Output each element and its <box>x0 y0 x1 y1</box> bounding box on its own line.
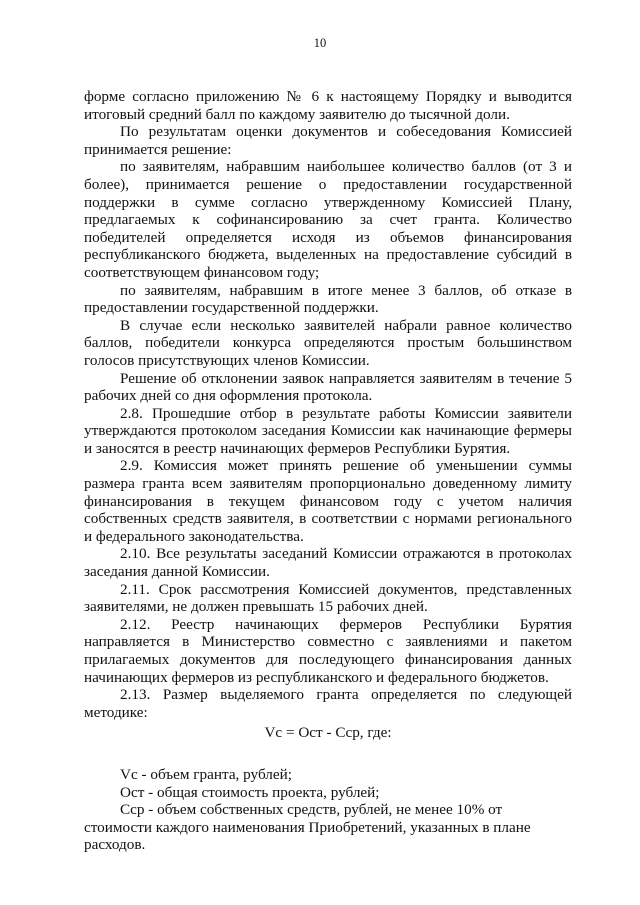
definition-ost: Ост - общая стоимость проекта, рублей; <box>120 783 380 801</box>
paragraph-2-11: 2.11. Срок рассмотрения Комиссией документов, представленных заявителями, не должен превышать 15 рабочих дней. <box>84 580 572 616</box>
paragraph: форме согласно приложению № 6 к настоящему Порядку и выводится итоговый средний балл по каждому заявителю до тысячной доли. <box>84 88 572 123</box>
paragraph-2-10: 2.10. Все результаты заседаний Комиссии отражаются в протоколах заседания данной Комиссии. <box>84 545 572 581</box>
definition-csr: Cсp - объем собственных средств, рублей, не менее 10% от <box>120 801 503 819</box>
definition-csr-continuation: стоимости каждого наименования Приобретений, указанных в плане расходов. <box>84 818 531 854</box>
paragraph: В случае если несколько заявителей набрали равное количество баллов, победители конкурса определяются простым большинством голосов присутствующих членов Комиссии. <box>84 316 572 369</box>
definition-vc: Vc - объем гранта, рублей; <box>120 765 292 783</box>
grant-formula: Vc = Ост - Cсp, где: <box>264 724 392 742</box>
paragraph-2-8: 2.8. Прошедшие отбор в результате работы Комиссии заявители утверждаются протоколом заседания Комиссии как начинающие фермеры и заносятся в реестр начинающих фермеров Республики Бурятия. <box>84 404 572 457</box>
paragraph: по заявителям, набравшим в итоге менее 3 баллов, об отказе в предоставлении государственной поддержки. <box>84 281 572 317</box>
document-body <box>84 88 572 854</box>
paragraph: Решение об отклонении заявок направляется заявителям в течение 5 рабочих дней со дня оформления протокола. <box>84 369 572 405</box>
paragraph-2-9: 2.9. Комиссия может принять решение об уменьшении суммы размера гранта всем заявителям пропорционально доведенному лимиту финансирования в текущем финансовом году с учетом наличия собственных средств заявителя, в соответствии с нормами регионального и федерального законодательства. <box>84 457 572 545</box>
paragraph: по заявителям, набравшим наибольшее количество баллов (от 3 и более), принимается решение о предоставлении государственной поддержки в сумме согласно утвержденному Комиссией Плану, предлагаемых к софинансированию за счет гранта. Количество победителей определяется исходя из объемов финансирования республиканского бюджета, выделенных на предоставление субсидий в соответствующем финансовом году; <box>84 158 572 281</box>
paragraph-2-12: 2.12. Реестр начинающих фермеров Республики Бурятия направляется в Министерство совместно с заявлениями и пакетом прилагаемых документов для последующего финансирования данных начинающих фермеров из республиканского и федерального бюджетов. <box>84 615 572 686</box>
paragraph: По результатам оценки документов и собеседования Комиссией принимается решение: <box>84 123 572 158</box>
paragraph-2-13: 2.13. Размер выделяемого гранта определяется по следующей методике: <box>84 686 572 721</box>
page-number: 10 <box>313 36 327 50</box>
